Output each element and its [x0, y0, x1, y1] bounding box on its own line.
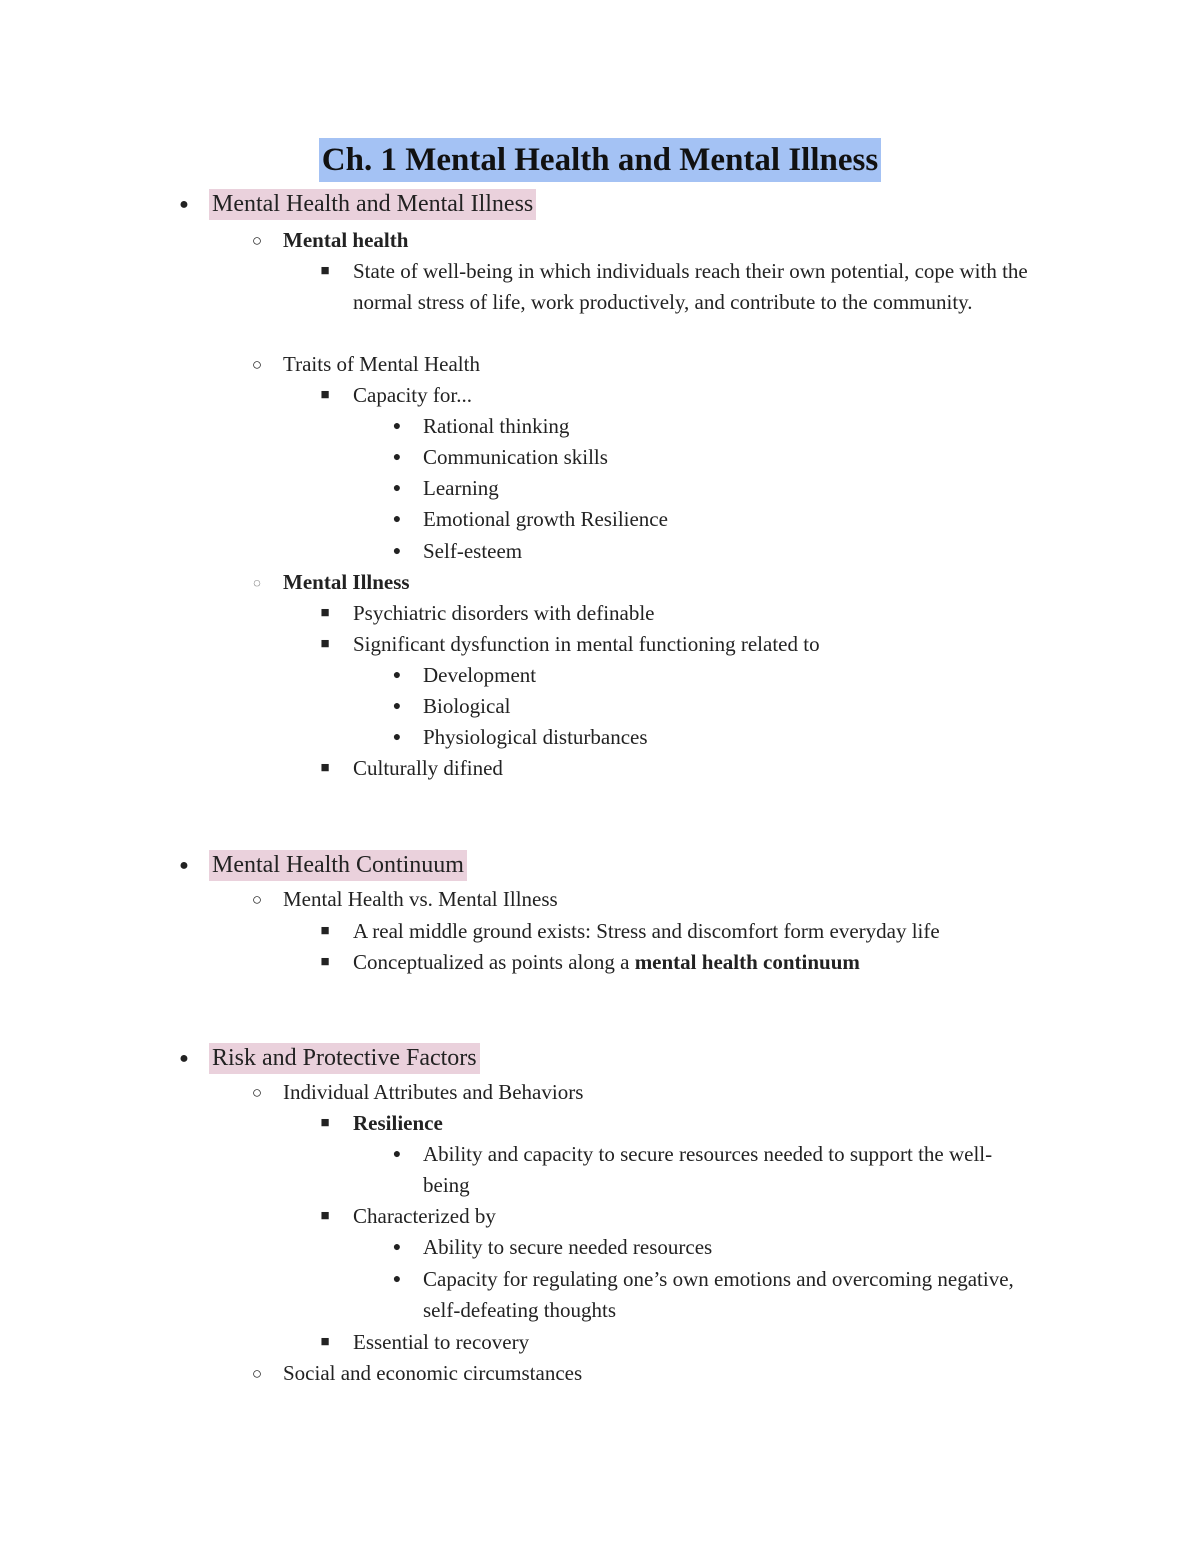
bullet-disc-icon: ●: [392, 481, 402, 496]
bullet-circle-icon: ○: [251, 890, 263, 909]
list-item: ● Ability and capacity to secure resources needed to support the well-being: [423, 1139, 1033, 1201]
bullet-circle-icon: ○: [251, 1364, 263, 1383]
bullet-disc-icon: ●: [179, 196, 189, 213]
bullet-square-icon: ■: [320, 387, 330, 403]
bullet-square-icon: ■: [320, 954, 330, 970]
bullet-circle-icon: ○: [251, 231, 263, 250]
bullet-disc-icon: ●: [392, 512, 402, 527]
section-heading-risk-factors: ● Risk and Protective Factors: [212, 1043, 480, 1074]
list-item: ● Self-esteem: [423, 536, 522, 567]
list-item: ○ Mental Health vs. Mental Illness: [283, 884, 558, 915]
bullet-dotted-circle-icon: ◌: [253, 575, 261, 590]
bullet-disc-icon: ●: [392, 668, 402, 683]
list-item: [320, 947, 860, 978]
list-item: ■ Psychiatric disorders with definable: [353, 598, 655, 629]
list-item: ● Ability to secure needed resources: [423, 1232, 712, 1263]
list-item: ■ Capacity for...: [353, 380, 472, 411]
bullet-square-icon: ■: [320, 1334, 330, 1350]
list-item: ● Learning: [423, 473, 499, 504]
bullet-disc-icon: ●: [392, 699, 402, 714]
bullet-disc-icon: ●: [179, 1050, 189, 1067]
bullet-square-icon: ■: [320, 1115, 330, 1131]
bold-term: mental health continuum: [634, 950, 860, 974]
bullet-square-icon: ■: [320, 263, 330, 279]
bullet-disc-icon: ●: [179, 857, 189, 874]
bullet-disc-icon: ●: [392, 730, 402, 745]
bullet-circle-icon: ○: [251, 355, 263, 374]
bullet-square-icon: ■: [320, 1208, 330, 1224]
bullet-circle-icon: ○: [251, 1083, 263, 1102]
list-item: ■ Culturally difined: [353, 753, 503, 784]
bullet-square-icon: ■: [320, 636, 330, 652]
list-item: ■ State of well-being in which individuals reach their own potential, cope with the normal stress of life, work productively, and contribute to the community.: [353, 256, 1043, 318]
list-item: ■ Resilience: [353, 1108, 443, 1139]
list-item: ■ A real middle ground exists: Stress and discomfort form everyday life: [353, 916, 940, 947]
section-heading-mental-health-illness: ● Mental Health and Mental Illness: [212, 189, 536, 220]
bullet-disc-icon: ●: [392, 1147, 402, 1162]
list-item: ○ Traits of Mental Health: [283, 349, 480, 380]
bullet-square-icon: ■: [320, 760, 330, 776]
bullet-disc-icon: ●: [392, 450, 402, 465]
page-title: Ch. 1 Mental Health and Mental Illness: [319, 138, 881, 182]
list-item: ◌ Mental Illness: [283, 567, 410, 598]
list-item: ● Emotional growth Resilience: [423, 504, 668, 535]
list-item: ○ Mental health: [283, 225, 408, 256]
list-item: ● Communication skills: [423, 442, 608, 473]
section-heading-continuum: ● Mental Health Continuum: [212, 850, 467, 881]
list-item: ■ Significant dysfunction in mental functioning related to: [353, 629, 820, 660]
list-item: ● Development: [423, 660, 536, 691]
list-item: ● Rational thinking: [423, 411, 569, 442]
list-item: ● Physiological disturbances: [423, 722, 648, 753]
bullet-disc-icon: ●: [392, 1240, 402, 1255]
list-item: ○ Individual Attributes and Behaviors: [283, 1077, 583, 1108]
bullet-disc-icon: ●: [392, 419, 402, 434]
bullet-disc-icon: ●: [392, 544, 402, 559]
bullet-disc-icon: ●: [392, 1272, 402, 1287]
list-item: ● Capacity for regulating one’s own emotions and overcoming negative, self-defeating thoughts: [423, 1264, 1023, 1326]
list-item: ■ Characterized by: [353, 1201, 496, 1232]
list-item: ■ Essential to recovery: [353, 1327, 529, 1358]
bullet-square-icon: ■: [320, 605, 330, 621]
text-run: Conceptualized as points along a: [353, 950, 635, 974]
bullet-square-icon: ■: [320, 923, 330, 939]
list-item: ○ Social and economic circumstances: [283, 1358, 582, 1389]
list-item: ● Biological: [423, 691, 511, 722]
